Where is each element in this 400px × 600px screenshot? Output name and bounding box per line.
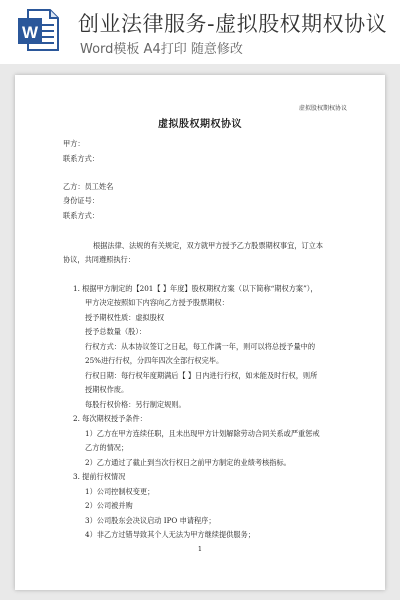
doc-line: 3. 提前行权情况 [73,472,126,481]
word-doc-icon [14,6,62,54]
template-header [0,0,400,64]
page-number: 1 [197,545,203,553]
doc-line: 4）非乙方过错导致其个人无法为甲方继续提供服务； [85,530,255,539]
doc-line: 授予总数量（股）： [85,327,147,336]
doc-line: 25%进行行权，分四年四次全部行权完毕。 [85,356,224,365]
running-header: 虚拟股权期权协议 [298,105,347,112]
page-title: 创业法律服务-虚拟股权期权协议 [78,12,388,36]
doc-line: 甲方决定按照如下内容向乙方授予股票期权： [85,298,229,307]
doc-line: 协议，共同遵照执行： [63,255,135,264]
doc-line: 2. 每次期权授予条件： [73,414,147,423]
doc-line: 3）公司股东会决议启动 IPO 申请程序； [85,516,216,525]
doc-line: 乙方：员工姓名 [63,182,114,191]
doc-line: 联系方式： [63,211,99,220]
doc-line: 授期权作废。 [85,385,129,394]
word-icon-letter: W [21,23,39,42]
doc-line: 联系方式： [63,154,99,163]
doc-line: 身份证号： [63,196,99,205]
doc-line: 根据法律、法规的有关规定，双方就甲方授予乙方股票期权事宜，订立本 [93,241,324,250]
doc-line: 1）公司控制权变更； [85,487,155,496]
page-subtitle: Word模板 A4打印 随意修改 [80,42,243,57]
doc-line: 每股行权价格：另行制定规则。 [85,400,186,409]
doc-line: 授予期权性质：虚拟股权 [85,313,165,322]
document-title: 虚拟股权期权协议 [158,119,242,130]
doc-line: 行权日期：每行权年度期满后【 】日内进行行权，如未能及时行权，则所 [85,371,318,380]
doc-line: 甲方： [63,139,85,148]
doc-line: 乙方的情况； [85,443,129,452]
doc-line: 行权方式：从本协议签订之日起，每工作满一年，则可以将总授予量中的 [85,342,316,351]
doc-line: 1. 根据甲方制定的【201【 】年度】股权期权方案（以下简称“期权方案”）， [73,284,318,293]
doc-line: 2）乙方通过了截止到当次行权日之前甲方制定的业绩考核指标。 [85,458,291,467]
document-page[interactable] [15,75,385,590]
doc-line: 1）乙方在甲方连续任职，且未出现甲方计划解除劳动合同关系或严重惩戒 [85,429,320,438]
doc-line: 2）公司被并购 [85,501,133,510]
